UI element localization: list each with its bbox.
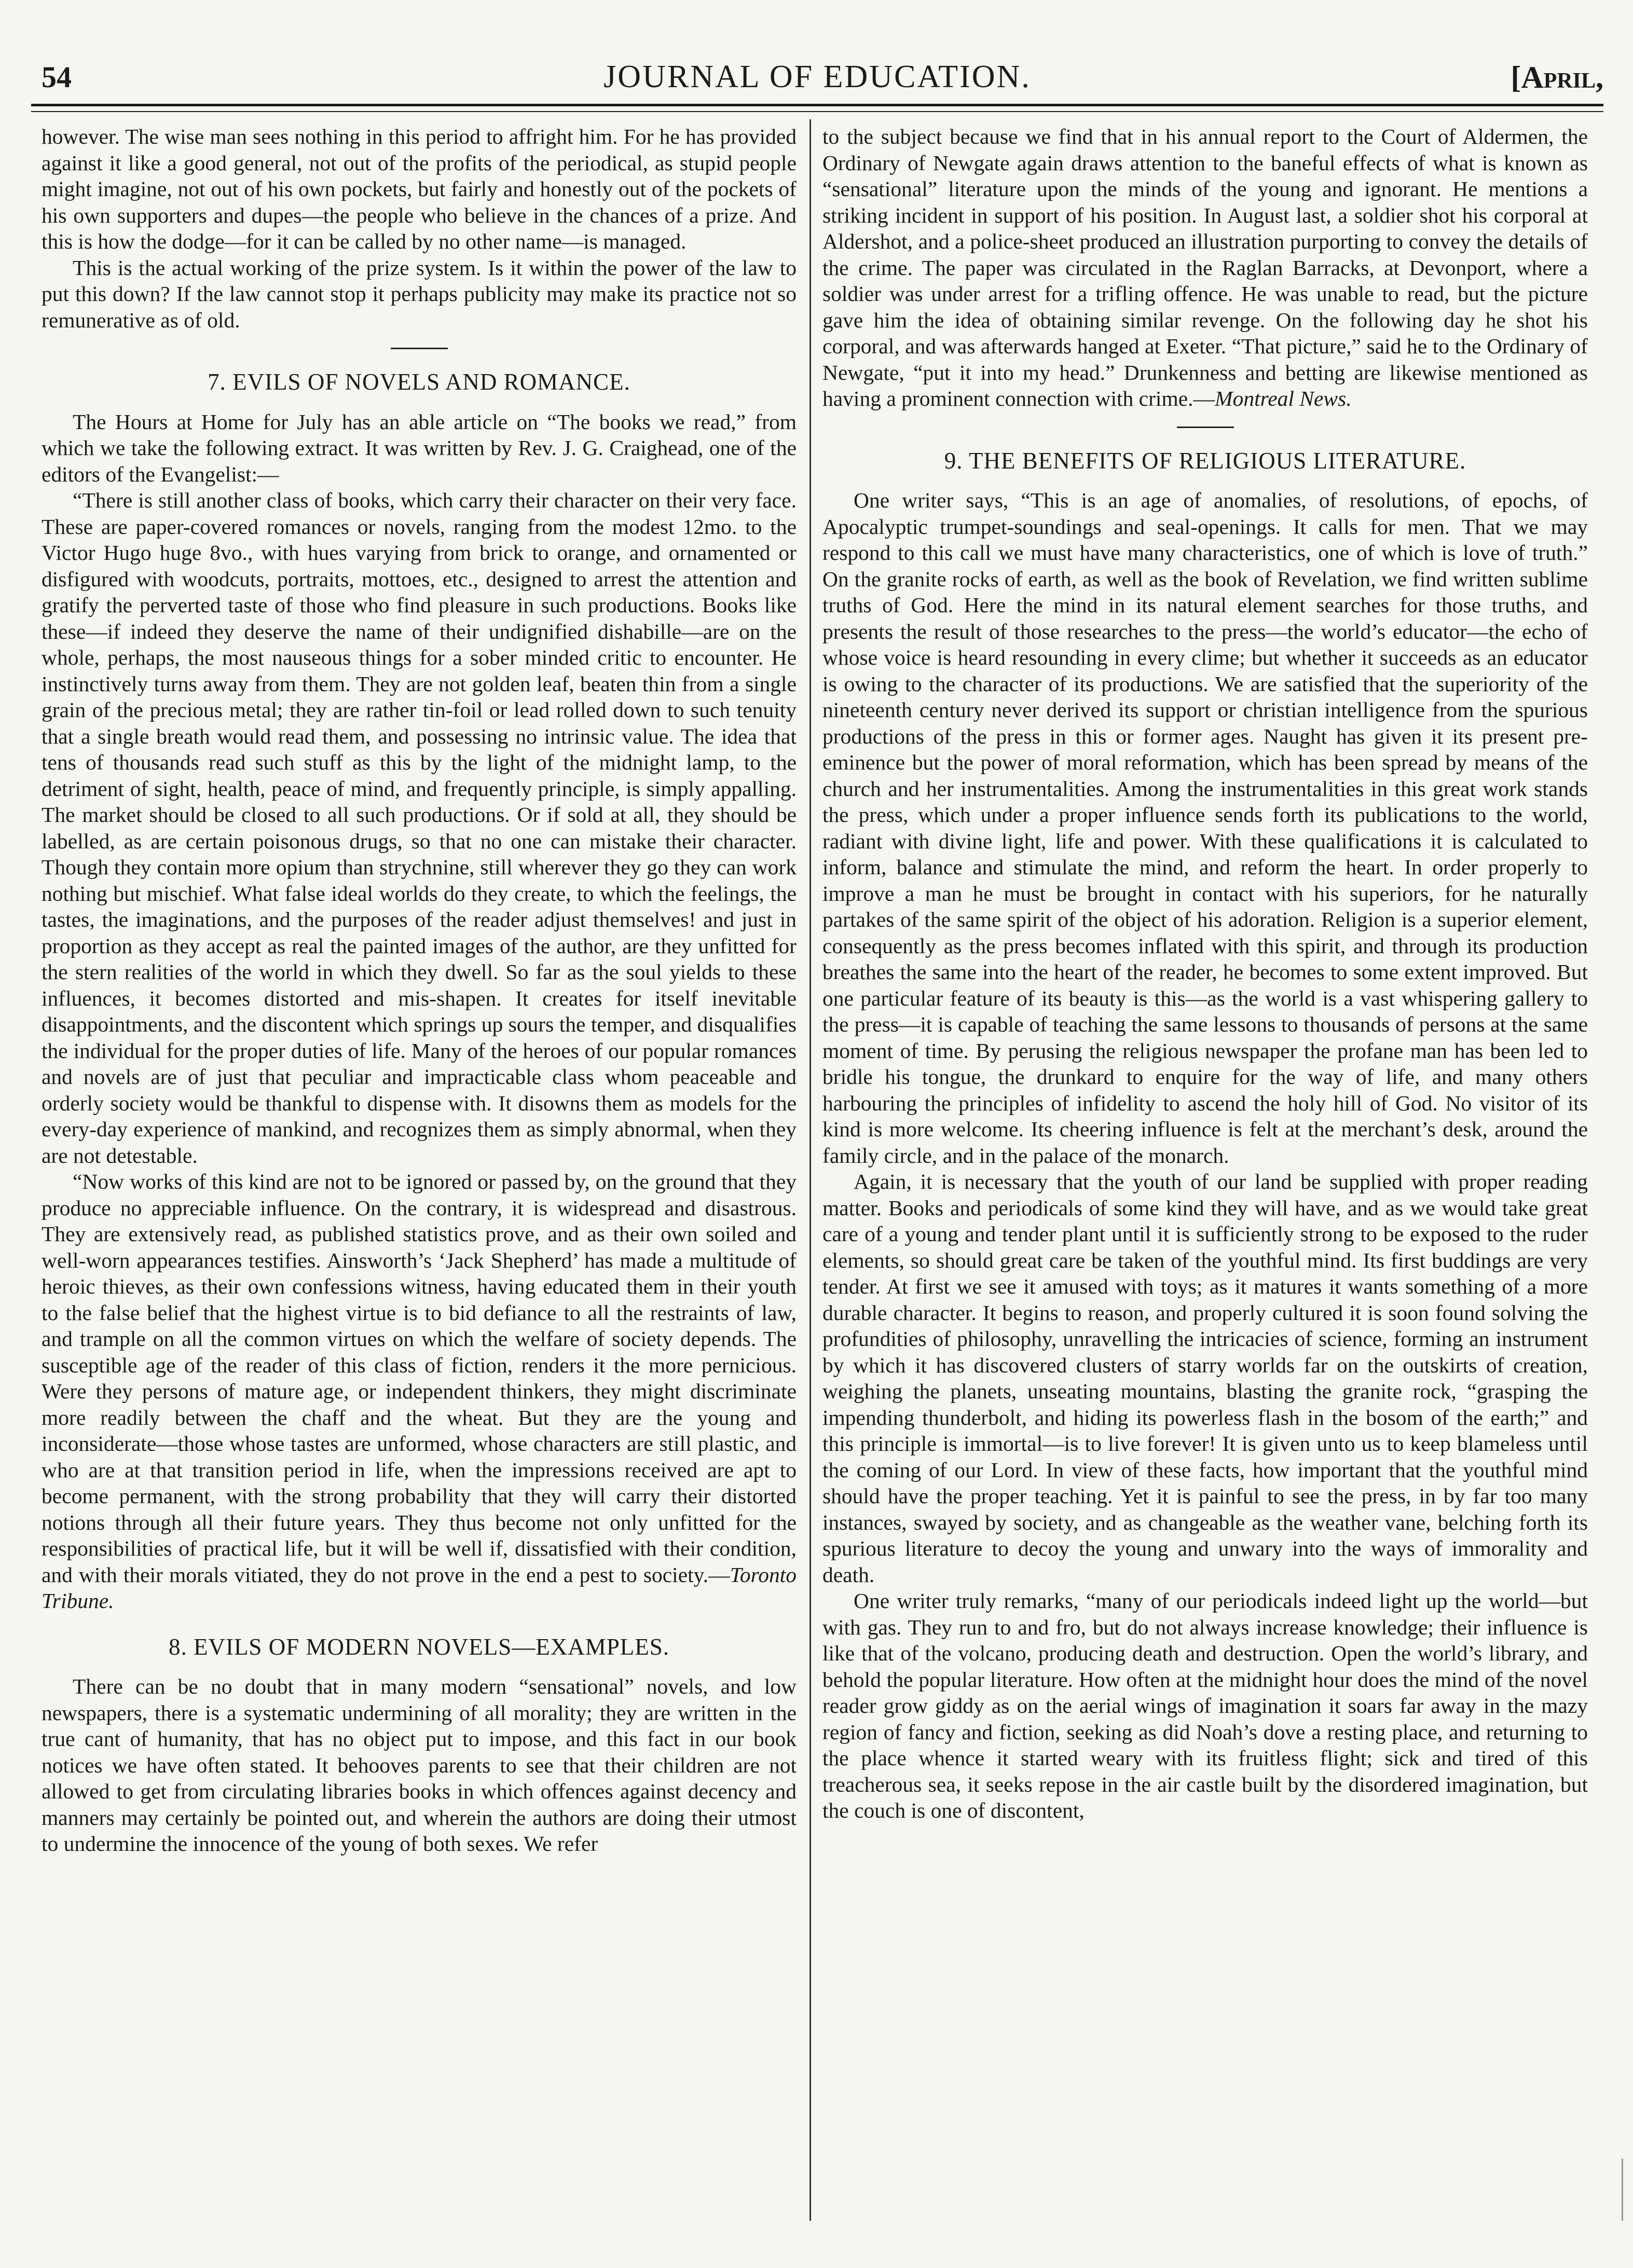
issue-month: [April, xyxy=(1511,60,1603,94)
journal-title: JOURNAL OF EDUCATION. xyxy=(603,59,1031,94)
section-7-attribution: Toronto Tribune. xyxy=(42,1562,797,1613)
section-7-paragraph: “There is still another class of books, which carry their character on their very face. These are paper-covered romances or novels, ranging from the modest 12mo. to the Victor Hugo huge 8vo., with hues varying from brick to orange, and ornamented or disfigured with woodcuts, portraits, mottoes, etc., designed to arrest the attention and gratify the perverted taste of those who find pleasure in such productions. Books like these—if indeed they deserve the name of their undignified dishabille—are on the whole, perhaps, the most nauseous things for a sober minded critic to encounter. He instinctively turns away from them. They are not golden leaf, beaten thin from a single grain of the precious metal; they are rather tin-foil or lead rolled down to such tenuity that a single breath would read them, and possessing no intrinsic value. The idea that tens of thousands read such stuff as this by the light of the midnight lamp, to the detriment of sight, health, peace of mind, and frequently principle, is simply appalling. The market should be closed to all such productions. Or if sold at all, they should be labelled, as are certain poisonous drugs, so that no one can mistake their character. Though they contain more opium than strychnine, still wherever they go they can work nothing but mischief. What false ideal worlds do they create, to which the feelings, the tastes, the imaginations, and the purposes of the reader adjust themselves! and just in proportion as they accept as real the painted images of the author, are they unfitted for the stern realities of the world in which they dwell. So far as the soul yields to these influences, it becomes distorted and mis-shapen. It creates for itself inevitable disappointments, and the discontent which springs up sours the temper, and disqualifies the individual for the proper duties of life. Many of the heroes of our popular romances and novels are of just that peculiar and impracticable class whom peaceable and orderly society would be thankful to dispense with. It disowns them as models for the every-day experience of mankind, and recognizes them as simply abnormal, when they are not detestable. xyxy=(42,488,797,1167)
column-divider xyxy=(809,119,811,2221)
continuation-attribution: Montreal News. xyxy=(1215,387,1352,410)
continuation-paragraph xyxy=(822,123,1588,412)
section-7-title: 7. EVILS OF NOVELS AND ROMANCE. xyxy=(208,369,630,395)
section-8-paragraph: There can be no doubt that in many modern “sensational” novels, and low newspapers, there is a systematic undermining of all morality; they are written in the true cant of humanity, that has no object put to impose, and this fact in our book notices we have often stated. It behooves parents to see that their children are not allowed to get from circulating libraries books in which offences against decency and manners may certainly be pointed out, and wherein the authors are doing their utmost to undermine the innocence of the young of both sexes. We refer xyxy=(42,1674,797,1855)
section-7-paragraph: The Hours at Home for July has an able article on “The books we read,” from which we take the following extract. It was written by Rev. J. G. Craighead, one of the editors of the Evangelist:— xyxy=(42,409,797,486)
continuation-text: to the subject because we find that in his annual report to the Court of Aldermen, the Ordinary of Newgate again draws attention to the baneful effects of what is known as “sensational” literature upon the minds of the young and ignorant. He mentions a striking incident in support of his position. In August last, a soldier shot his corporal at Aldershot, and a police-sheet produced an illustration purporting to convey the details of the crime. The paper was circulated in the Raglan Barracks, at Devonport, where a soldier was under arrest for a trifling offence. He was unable to read, but the picture gave him the idea of obtaining similar revenge. On the following day he shot his corporal, and was afterwards hanged at Exeter. “That picture,” said he to the Ordinary of Newgate, “put it into my head.” Drunkenness and betting are likewise mentioned as having a prominent connection with crime.— xyxy=(822,125,1588,410)
intro-paragraph: This is the actual working of the prize system. Is it within the power of the law to put this down? If the law cannot stop it perhaps publicity may make its practice not so remunerative as of old. xyxy=(42,255,797,332)
page-header xyxy=(31,49,1603,106)
header-rule xyxy=(31,104,1603,106)
section-9-paragraph: Again, it is necessary that the youth of our land be supplied with proper reading matter. Books and periodicals of some kind they will have, and as we would take great care of a young and tender plant until it is sufficiently strong to be exposed to the ruder elements, so should great care be taken of the youthful mind. Its first buddings are very tender. At first we see it amused with toys; as it matures it wants something of a more durable character. It begins to reason, and properly cultured it is soon found solving the profundities of philosophy, unravelling the intricacies of science, forming an instrument by which it has discovered clusters of starry worlds far on the outskirts of creation, weighing the planets, unseating mountains, blasting the granite rock, “grasping the impending thunderbolt, and hiding its powerless flash in the bosom of the earth;” and this principle is immortal—is to live forever! It is given unto us to keep blameless until the coming of our Lord. In view of these facts, how important that the youthful mind should have the proper teaching. Yet it is painful to see the press, in by far too many instances, swayed by society, and as changeable as the weather vane, belching forth its spurious literature to decoy the young and unwary into the ways of immorality and death. xyxy=(822,1170,1588,1587)
section-divider-rule xyxy=(391,348,448,349)
right-column xyxy=(822,123,1588,2240)
section-7-quote: “Now works of this kind are not to be ignored or passed by, on the ground that they produce no appreciable influence. On the contrary, it is widespread and disastrous. They are extensively read, as published statistics prove, and as their own soiled and well-worn appearances testifies. Ainsworth’s ‘Jack Shepherd’ has made a multitude of heroic thieves, as their own confessions witness, having educated them in their youth to the false belief that the highest virtue is to bid defiance to all the restraints of law, and trample on all the common virtues on which the welfare of society depends. The susceptible age of the reader of this class of fiction, renders it the more pernicious. Were they persons of mature age, or independent thinkers, they might discriminate more readily between the chaff and the wheat. But they are the young and inconsiderate—those whose tastes are unformed, whose characters are still plastic, and who are at that transition period in life, when the impressions received are apt to become permanent, with the strong probability that they will carry their distorted notions through all their future years. They thus become not only unfitted for the responsibilities of practical life, but it will be well if, dissatisfied with their condition, and with their morals vitiated, they do not prove in the end a pest to society.— xyxy=(42,1170,797,1587)
section-9-paragraph: One writer truly remarks, “many of our periodicals indeed light up the world—but with gas. They run to and fro, but do not always increase knowledge; their influence is like that of the volcano, producing death and destruction. Open the world’s library, and behold the popular literature. How often at the midnight hour does the mind of the novel reader grow giddy as on the aerial wings of imagination it soars far away in the mazy region of fancy and fiction, seeking as did Noah’s dove a resting place, and returning to the place whence it started weary with its fruitless flight; sick and tired of this treacherous sea, it seeks repose in the air castle built by the disordered imagination, but the couch is one of discontent, xyxy=(822,1589,1588,1822)
section-divider-rule xyxy=(1177,427,1234,428)
section-7-paragraph xyxy=(42,1169,797,1614)
section-9-paragraph: One writer says, “This is an age of anomalies, of resolutions, of epochs, of Apocalyptic trumpet-soundings and seal-openings. It calls for men. That we may respond to this call we must have many characteristics, one of which is love of truth.” On the granite rocks of earth, as well as the book of Revelation, we find written sublime truths of God. Here the mind in its natural element searches for those truths, and presents the result of those researches to the press—the world’s educator—the echo of whose voice is heard resounding in every clime; but whether it succeeds as an educator is owing to the character of its productions. We are satisfied that the superiority of the nineteenth century never derived its support or christian intelligence from the spurious productions of the press in this or former ages. Naught has given it its present pre-eminence but the power of moral reformation, which has been spread by means of the church and her instrumentalities. Among the instrumentalities in this great work stands the press, which under a proper influence sends forth its publications to the world, radiant with divine light, life and power. With these qualifications it is calculated to inform, balance and stimulate the mind, and reform the heart. In order properly to improve a man he must be brought in contact with his superiors, for he naturally partakes of the same spirit of the object of his adoration. Religion is a superior element, consequently as the press becomes inflated with this spirit, and through its production breathes the same into the heart of the reader, he becomes to some extent improved. But one particular feature of its beauty is this—as the world is a vast whispering gallery to the press—it is capable of teaching the same lessons to thousands of persons at the same moment of time. By perusing the religious newspaper the profane man has been led to bridle his tongue, the drunkard to enquire for the way of life, and many others harbouring the principles of infidelity to ascend the holy hill of God. No visitor of its kind is more welcome. Its cheering influence is felt at the merchant’s desk, around the family circle, and in the palace of the monarch. xyxy=(822,488,1588,1167)
page-edge-mark xyxy=(1622,2159,1623,2221)
header-rule-thin xyxy=(31,111,1603,112)
section-9-title: 9. THE BENEFITS OF RELIGIOUS LITERATURE. xyxy=(944,447,1466,474)
page-number: 54 xyxy=(42,60,72,94)
section-8-title: 8. EVILS OF MODERN NOVELS—EXAMPLES. xyxy=(168,1633,670,1660)
left-column xyxy=(42,123,797,2240)
intro-paragraph: however. The wise man sees nothing in this period to affright him. For he has provided against it like a good general, not out of the profits of the periodical, as stupid people might imagine, not out of his own pockets, but fairly and honestly out of the pockets of his own supporters and dupes—the people who believe in the chances of a prize. And this is how the dodge—for it can be called by no other name—is managed. xyxy=(42,125,797,253)
